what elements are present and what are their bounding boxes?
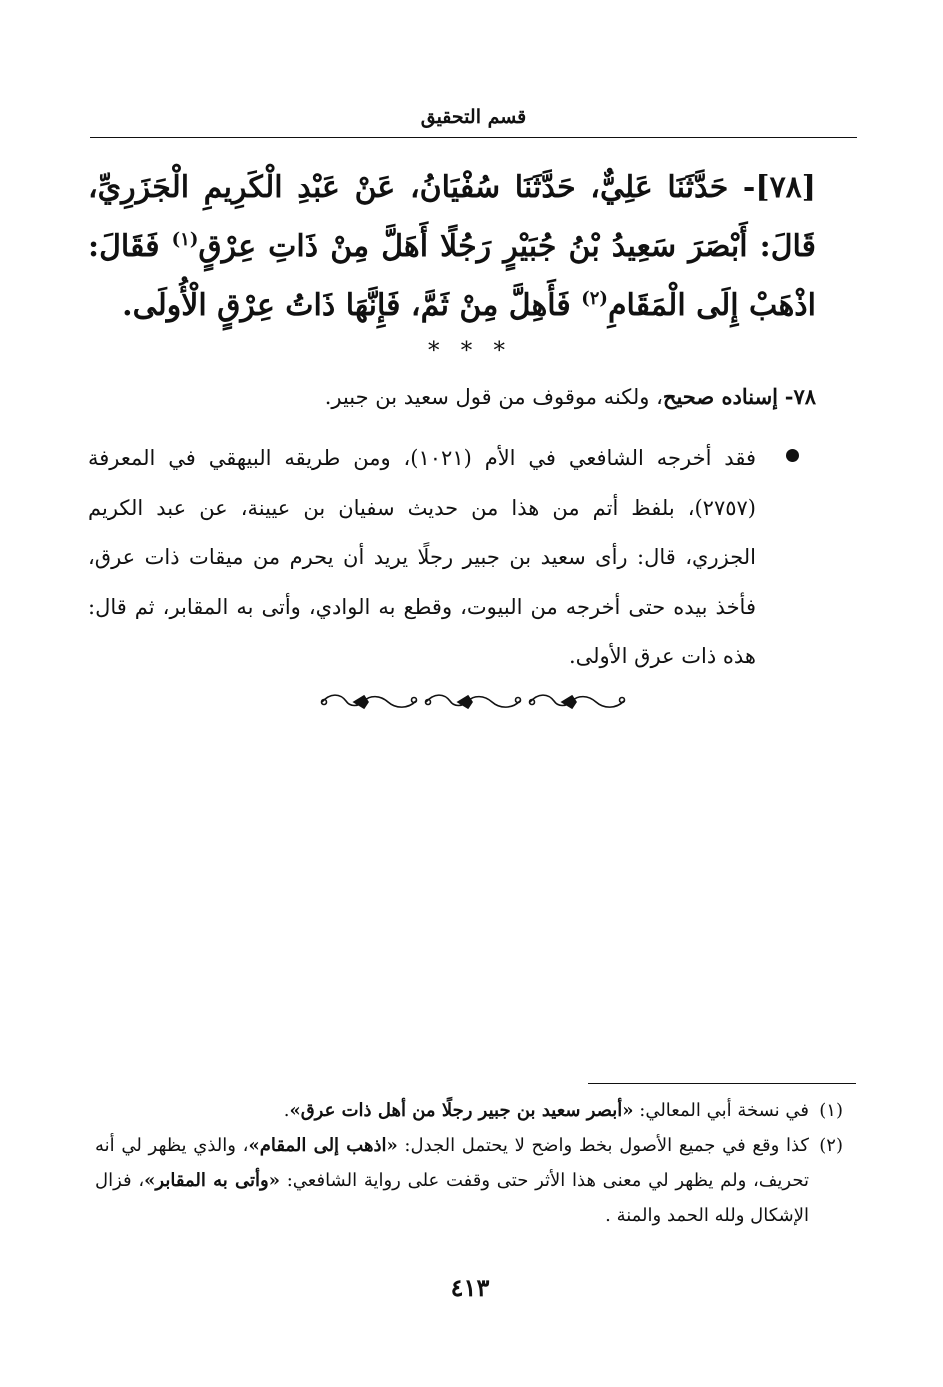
footnote-quote-2: «وأتى به المقابر» (144, 1170, 280, 1191)
grading-number: ٧٨- (784, 384, 816, 409)
footnote-text-middle: ، والذي يظهر لي أنه تحريف، ولم يظهر لي معنى هذا الأثر حتى وقفت على رواية الشافعي: (95, 1135, 809, 1191)
bullet-icon (786, 449, 799, 462)
ornament-divider-icon (318, 689, 628, 715)
footnote-text-end: . (283, 1100, 290, 1121)
footnote-ref-1[interactable]: (١) (171, 229, 199, 250)
footnote-2 (95, 1128, 843, 1233)
footnote-quote: «اذهب إلى المقام» (248, 1135, 398, 1156)
hadith-text-part-1: - حَدَّثَنَا عَلِيٌّ، حَدَّثَنَا سُفْيَانُ، عَنْ عَبْدِ الْكَرِيمِ الْجَزَرِيِّ، قَالَ: أَبْصَرَ سَعِيدُ بْنُ جُبَيْرٍ رَجُلًا أَهَلَّ مِنْ ذَاتِ عِرْقٍ (88, 170, 816, 264)
footnote-number: (١) (819, 1100, 843, 1121)
ornament-unit-middle (426, 695, 521, 708)
grading-verdict: إسناده صحيح (662, 384, 779, 409)
footnote-text: في نسخة أبي المعالي: (633, 1100, 809, 1121)
page-number: ٤١٣ (450, 1273, 490, 1302)
running-header: قسم التحقيق (420, 106, 527, 128)
hadith-text (88, 158, 816, 335)
footnote-text-end: ، فزال الإشكال ولله الحمد والمنة . (95, 1170, 809, 1226)
header-rule (90, 137, 857, 138)
ornament-unit-right (530, 695, 625, 708)
hadith-number: [٧٨] (755, 170, 816, 205)
footnote-rule (588, 1083, 856, 1084)
footnote-text: كذا وقع في جميع الأصول بخط واضح لا يحتمل الجدل: (397, 1135, 809, 1156)
ornament-unit-left (322, 695, 417, 708)
footnote-ref-2[interactable]: (٢) (581, 288, 608, 309)
footnotes (95, 1093, 843, 1233)
section-separator-stars: * * * (427, 338, 513, 364)
footnote-1 (95, 1093, 843, 1128)
hadith-text-part-2: فَقَالَ: اذْهَبْ إِلَى الْمَقَامِ (88, 229, 816, 323)
grading-rest: ، ولكنه موقوف من قول سعيد بن جبير. (324, 385, 663, 409)
footnote-number: (٢) (819, 1135, 843, 1156)
grading-line (90, 378, 816, 416)
footnote-quote: «أبصر سعيد بن جبير رجلًا من أهل ذات عرق» (289, 1100, 634, 1121)
takhrij-paragraph: فقد أخرجه الشافعي في الأم (١٠٢١)، ومن طريقه البيهقي في المعرفة (٢٧٥٧)، بلفظ أتم من هذا من حديث سفيان بن عيينة، عن عبد الكريم الجزري، قال: رأى سعيد بن جبير رجلًا يريد أن يحرم من ميقات ذات عرق، فأخذ بيده حتى أخرجه من البيوت، وقطع به الوادي، وأتى به المقابر، ثم قال: هذه ذات عرق الأولى. (88, 446, 756, 668)
hadith-text-part-3: فَأَهِلَّ مِنْ ثَمَّ، فَإِنَّهَا ذَاتُ عِرْقٍ الْأُولَى. (122, 288, 582, 323)
